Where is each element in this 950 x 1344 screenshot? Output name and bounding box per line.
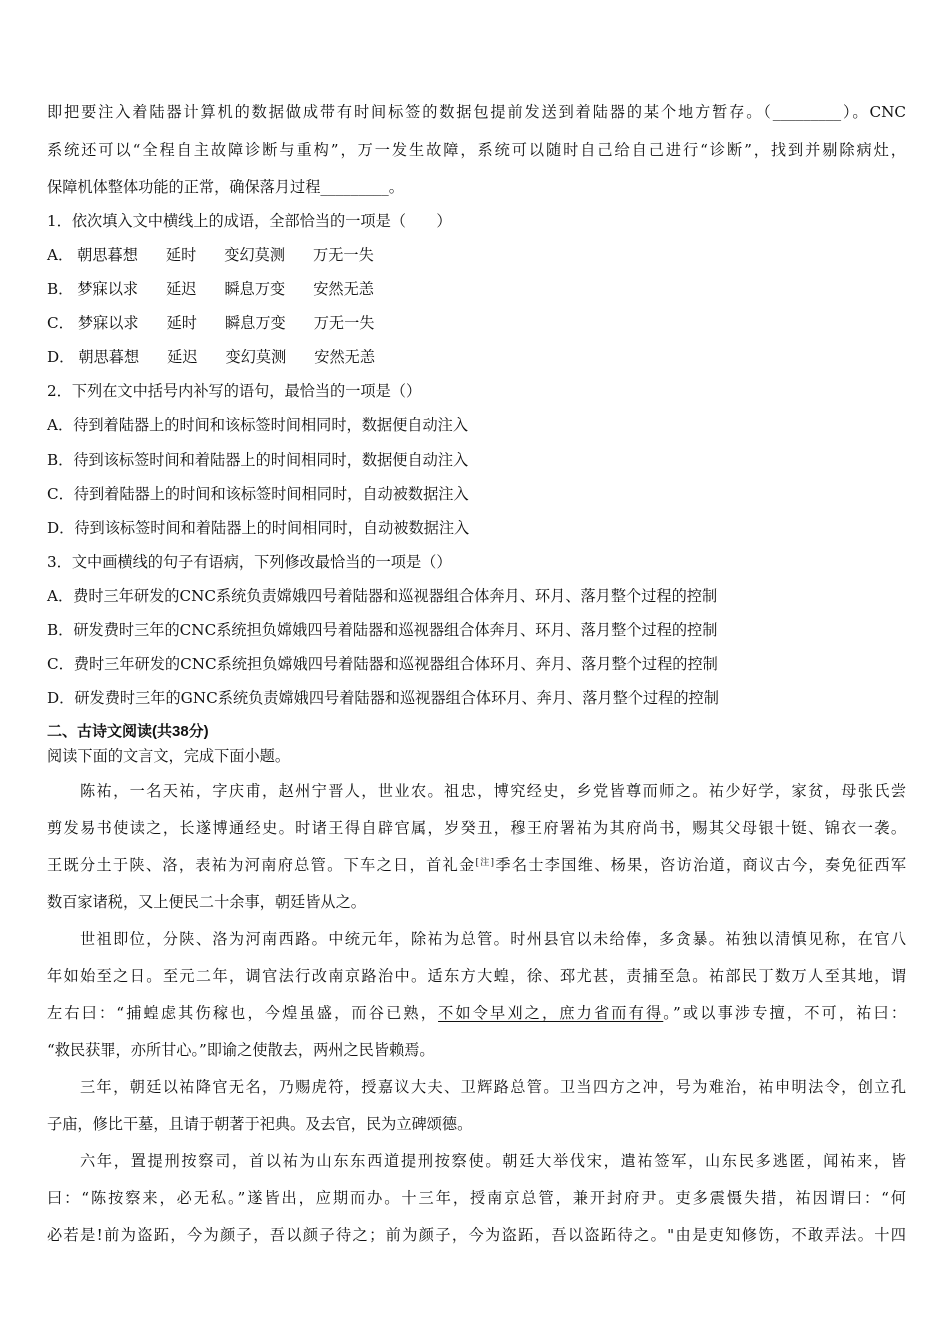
option-word: 延迟 [166, 280, 197, 298]
section-2-title: 二、古诗文阅读(共38分) [47, 723, 209, 740]
classical-p3-line-1: 三年，朝廷以祐降官无名，乃赐虎符，授嘉议大夫、卫辉路总管。卫当四方之冲，号为难治，祐申明法令，创立孔 [80, 1078, 906, 1096]
question-2-option-c: C．待到着陆器上的时间和该标签时间相同时，自动被数据注入 [47, 485, 469, 503]
passage-line-2: 系统还可以“全程自主故障诊断与重构”，万一发生故障，系统可以随时自己给自己进行“诊断”，找到并剔除病灶， [47, 141, 906, 159]
text-segment: 。”或以事涉专擅，不可，祐曰： [663, 1004, 907, 1022]
option-word: 万无一失 [313, 314, 375, 332]
question-1-option-d [47, 347, 906, 367]
question-1-option-a [47, 245, 906, 265]
option-word: 朝思暮想 [77, 246, 138, 264]
classical-p4-line-2: 曰：“陈按察来，必无私。”遂皆出，应期而办。十三年，授南京总管，兼开封府尹。吏多震慑失措，祐因谓曰：“何 [47, 1189, 906, 1207]
option-word: 万无一失 [313, 246, 374, 264]
option-word: 梦寐以求 [77, 280, 139, 298]
classical-p2-line-3 [47, 1003, 906, 1023]
question-1-option-b [47, 279, 906, 299]
question-2-stem: 2．下列在文中括号内补写的语句，最恰当的一项是（） [47, 382, 422, 400]
question-3-option-d: D．研发费时三年的GNC系统负责嫦娥四号着陆器和巡视器组合体环月、奔月、落月整个过程的控制 [47, 689, 719, 707]
question-2-option-b: B．待到该标签时间和着陆器上的时间相同时，数据便自动注入 [47, 451, 469, 469]
passage-line-1: 即把要注入着陆器计算机的数据做成带有时间标签的数据包提前发送到着陆器的某个地方暂存。（_________）。CNC [47, 103, 906, 121]
option-label: B． [47, 280, 74, 298]
option-word: 延迟 [167, 348, 198, 366]
classical-p3-line-2: 子庙，修比干墓，且请于朝著于祀典。及去官，民为立碑颂德。 [47, 1115, 473, 1133]
question-3-option-b: B．研发费时三年的CNC系统担负嫦娥四号着陆器和巡视器组合体奔月、环月、落月整个过程的控制 [47, 621, 718, 639]
option-label: A． [47, 246, 74, 264]
option-word: 瞬息万变 [224, 314, 286, 332]
option-word: 瞬息万变 [224, 280, 286, 298]
option-word: 梦寐以求 [77, 314, 139, 332]
option-word: 延时 [166, 314, 197, 332]
question-1-option-c [47, 313, 906, 333]
option-word: 变幻莫测 [225, 348, 287, 366]
footnote-marker: [注] [475, 858, 495, 868]
text-segment: 左右曰：“捕蝗虑其伤稼也，今煌虽盛，而谷已熟， [47, 1004, 439, 1022]
question-3-stem: 3．文中画横线的句子有语病，下列修改最恰当的一项是（） [47, 553, 452, 571]
section-2-intro: 阅读下面的文言文，完成下面小题。 [47, 747, 290, 765]
option-word: 安然无恙 [313, 280, 374, 298]
option-word: 安然无恙 [314, 348, 375, 366]
classical-p1-line-1: 陈祐，一名天祐，字庆甫，赵州宁晋人，世业农。祖忠，博究经史，乡党皆尊而师之。祐少好学，家贫，母张氏尝 [80, 782, 906, 800]
option-label: C． [47, 314, 74, 332]
question-2-option-a: A．待到着陆器上的时间和该标签时间相同时，数据便自动注入 [47, 416, 469, 434]
text-segment: 季名士李国维、杨果，咨访治道，商议古今，奏免征西军 [494, 856, 907, 874]
question-3-option-c: C．费时三年研发的CNC系统担负嫦娥四号着陆器和巡视器组合体环月、奔月、落月整个过程的控制 [47, 655, 718, 673]
passage-line-3: 保障机体整体功能的正常，确保落月过程_________。 [47, 178, 404, 196]
classical-p2-line-4: “救民获罪，亦所甘心。”即谕之使散去，两州之民皆赖焉。 [47, 1041, 435, 1059]
question-3-option-a: A．费时三年研发的CNC系统负责嫦娥四号着陆器和巡视器组合体奔月、环月、落月整个过程的控制 [47, 587, 718, 605]
question-2-option-d: D．待到该标签时间和着陆器上的时间相同时，自动被数据注入 [47, 519, 470, 537]
question-1-stem: 1．依次填入文中横线上的成语，全部恰当的一项是（ ） [47, 212, 452, 230]
classical-p2-line-1: 世祖即位，分陕、洛为河南西路。中统元年，除祐为总管。时州县官以未给俸，多贪暴。祐独以清慎见称，在官八 [80, 930, 906, 948]
option-word: 变幻莫测 [224, 246, 286, 264]
classical-p4-line-1: 六年，置提刑按察司，首以祐为山东东西道提刑按察使。朝廷大举伐宋，遣祐签军，山东民多逃匿，闻祐来，皆 [80, 1152, 906, 1170]
classical-p1-line-3 [47, 855, 906, 875]
option-label: D． [47, 348, 75, 366]
text-segment: 王既分土于陕、洛，表祐为河南府总管。下车之日，首礼金 [47, 856, 476, 874]
classical-p1-line-4: 数百家诸税，又上便民二十余事，朝廷皆从之。 [47, 893, 366, 911]
classical-p2-line-2: 年如始至之日。至元二年，调官法行改南京路治中。适东方大蝗，徐、邳尤甚，责捕至急。祐部民丁数万人至其地，谓 [47, 967, 906, 985]
classical-p1-line-2: 剪发易书使读之，长遂博通经史。时诸王得自辟官属，岁癸丑，穆王府署祐为其府尚书，赐其父母银十铤、锦衣一袭。 [47, 819, 906, 837]
underlined-sentence: 不如令早刈之，庶力省而有得 [438, 1004, 664, 1022]
option-word: 延时 [165, 246, 197, 264]
classical-p4-line-3: 必若是!前为盗跖，今为颜子，吾以颜子待之；前为颜子，今为盗跖，吾以盗跖待之。"由是吏知修饬，不敢弄法。十四 [47, 1226, 906, 1244]
option-word: 朝思暮想 [78, 348, 140, 366]
